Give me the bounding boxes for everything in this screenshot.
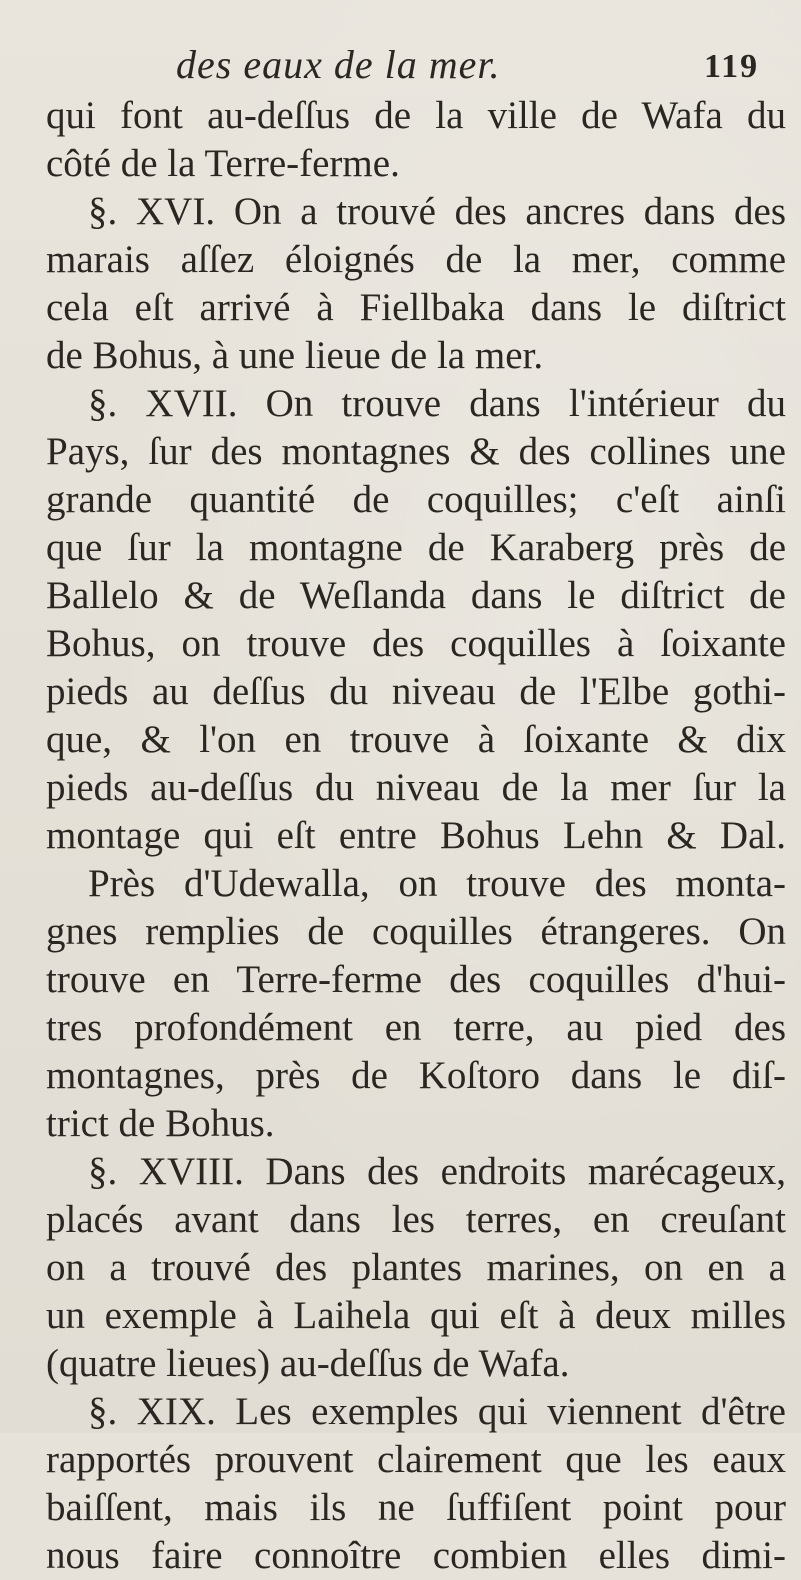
page-number: 119 bbox=[704, 48, 760, 85]
text-line: qui font au-deſſus de la ville de Wafa du bbox=[46, 94, 786, 137]
paragraph-xvii-line: §. XVII. On trouve dans l'intérieur du bbox=[88, 382, 786, 425]
text-line: Pays, ſur des montagnes & des collines une bbox=[46, 430, 786, 473]
text-line: gnes remplies de coquilles étrangeres. On bbox=[46, 910, 786, 953]
text-line: que, & l'on en trouve à ſoixante & dix bbox=[46, 718, 786, 761]
text-line: côté de la Terre-ferme. bbox=[46, 142, 400, 185]
text-line: grande quantité de coquilles; c'eſt ainſi bbox=[46, 478, 786, 521]
text-line: pieds au-deſſus du niveau de la mer ſur la bbox=[46, 766, 786, 809]
body-text bbox=[46, 92, 786, 1580]
text-line: pieds au deſſus du niveau de l'Elbe gothi- bbox=[46, 670, 786, 713]
text-line: Près d'Udewalla, on trouve des monta- bbox=[88, 862, 786, 905]
text-line: montagnes, près de Koſtoro dans le diſ- bbox=[46, 1054, 786, 1097]
text-line: placés avant dans les terres, en creuſant bbox=[46, 1198, 786, 1241]
text-line: trouve en Terre-ferme des coquilles d'hui- bbox=[46, 958, 786, 1001]
running-title: des eaux de la mer. bbox=[176, 42, 501, 87]
text-line: trict de Bohus. bbox=[46, 1102, 275, 1145]
text-line: que ſur la montagne de Karaberg près de bbox=[46, 526, 786, 569]
running-head bbox=[0, 40, 801, 90]
text-line: tres profondément en terre, au pied des bbox=[46, 1006, 786, 1049]
text-line: rapportés prouvent clairement que les eaux bbox=[46, 1438, 786, 1481]
paragraph-xvi-line: §. XVI. On a trouvé des ancres dans des bbox=[88, 190, 786, 233]
paragraph-xix-line: §. XIX. Les exemples qui viennent d'être bbox=[88, 1390, 786, 1433]
text-line: nous faire connoître combien elles dimi- bbox=[46, 1534, 786, 1577]
text-line: un exemple à Laihela qui eſt à deux milles bbox=[46, 1294, 786, 1337]
text-line: Bohus, on trouve des coquilles à ſoixante bbox=[46, 622, 786, 665]
text-line: (quatre lieues) au-deſſus de Wafa. bbox=[46, 1342, 570, 1385]
text-line: Ballelo & de Weſlanda dans le diſtrict de bbox=[46, 574, 786, 617]
text-line: baiſſent, mais ils ne ſuffiſent point pour bbox=[46, 1486, 786, 1529]
text-line: cela eſt arrivé à Fiellbaka dans le diſtrict bbox=[46, 286, 786, 329]
paragraph-xviii-line: §. XVIII. Dans des endroits marécageux, bbox=[88, 1150, 786, 1193]
text-line: de Bohus, à une lieue de la mer. bbox=[46, 334, 544, 377]
text-line: marais aſſez éloignés de la mer, comme bbox=[46, 238, 786, 281]
text-line: montage qui eſt entre Bohus Lehn & Dal. bbox=[46, 814, 786, 857]
text-line: on a trouvé des plantes marines, on en a bbox=[46, 1246, 786, 1289]
